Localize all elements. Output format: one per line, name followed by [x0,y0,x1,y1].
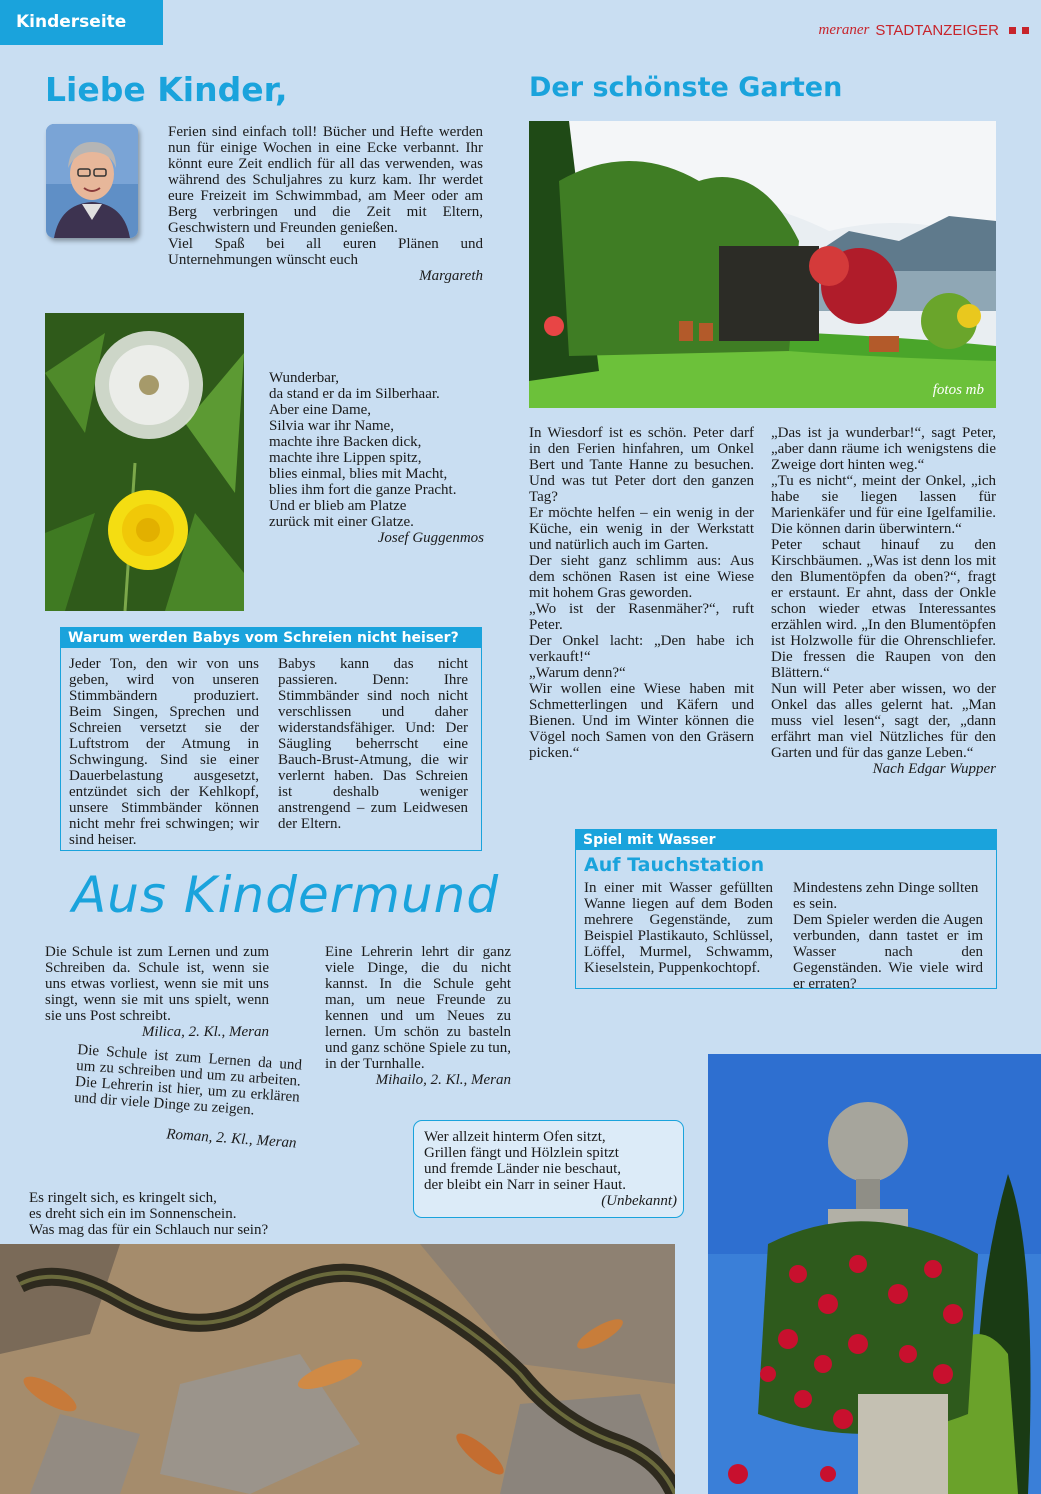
kindermund-quote-2: Die Schule ist zum Lernen da und um zu schreiben und um zu arbeiten. Die Lehrerin ist hier, um zu erklären und dir viele Dinge zu zeigen. [73,1042,303,1119]
portrait-image [46,124,138,238]
garden-paragraph: In Wiesdorf ist es schön. Peter darf in den Ferien hinfahren, um Onkel Bert und Tante Hanne zu besuchen. Und was tut Peter dort den ganzen Tag? [529,425,754,505]
verse-line: und fremde Länder nie beschaut, [424,1161,621,1177]
wasser-col-2 [793,880,983,992]
roses-image [708,1054,1041,1494]
riddle-line: Es ringelt sich, es kringelt sich, [29,1190,217,1206]
greeting-text [168,124,483,268]
babys-box [60,627,482,851]
dandelion-poem [269,370,484,546]
garden-paragraph: „Das ist ja wunderbar!“, sagt Peter, „aber dann räume ich wenigstens die Zweige dort hinten weg.“ [771,425,996,473]
brand-square-icon [1009,27,1016,34]
poem-line: Silvia war ihr Name, [269,418,394,434]
wasser-box-label: Spiel mit Wasser [576,830,996,850]
snake-image [0,1244,675,1494]
babys-box-title: Warum werden Babys vom Schreien nicht heiser? [61,628,481,648]
garden-image [529,121,996,408]
poem-line: da stand er da im Silberhaar. [269,386,440,402]
poem-line: Aber eine Dame, [269,402,372,418]
greeting-title: Liebe Kinder, [45,70,288,109]
wasser-box [575,829,997,992]
wasser-box-title: Auf Tauchstation [584,854,765,876]
kindermund-quote-1: Die Schule ist zum Lernen und zum Schreiben da. Schule ist, wenn sie uns etwas vorliest, wenn sie mit uns singt, wenn sie mit uns spielt, wenn sie uns Post schreibt. [45,944,269,1024]
poem-line: Wunderbar, [269,370,340,386]
poem-line: blies einmal, blies mit Macht, [269,466,448,482]
verse-line: der bleibt ein Narr in seiner Haut. [424,1177,627,1193]
author-portrait [46,124,138,238]
greeting-paragraph: Ferien sind einfach toll! Bücher und Hefte werden nun für einige Wochen in eine Ecke verbannt. Ihr könnt eure Zeit endlich für all das verwenden, was während des Schuljahres zu kurz kam. Ihr werdet eure Freizeit im Schwimmbad, am Meer oder am Berg verbringen und die Zeit mit Eltern, Geschwistern und Freunden genießen. [168,124,483,236]
kindermund-rotated [71,1042,302,1151]
greeting-signature: Margareth [419,268,483,284]
snake-photo [0,1244,675,1494]
garden-paragraph: Nun will Peter aber wissen, wo der Onkel das alles gelernt hat. „Man muss viel lesen“, sagt der, „dann erfährt man viel Nützliches für den Garten und für das ganze Leben.“ [771,681,996,761]
garden-paragraph: „Wo ist der Rasenmäher?“, ruft Peter. [529,601,754,633]
section-tab: Kinderseite [0,0,163,45]
verse-line: Wer allzeit hinterm Ofen sitzt, [424,1129,606,1145]
poem-author: Josef Guggenmos [377,530,484,546]
greeting-closing: Viel Spaß bei all euren Plänen und Unternehmungen wünscht euch [168,236,483,268]
brand-logo [819,22,1029,39]
ofen-box [413,1120,684,1218]
garden-paragraph: Er möchte helfen – ein wenig in der Küche, ein wenig in der Werkstatt und natürlich auch im Garten. [529,505,754,553]
poem-line: machte ihre Lippen spitz, [269,450,422,466]
brand-square-icon [1022,27,1029,34]
poem-line: machte ihre Backen dick, [269,434,422,450]
dandelion-photo [45,313,244,611]
ofen-verse [424,1129,677,1209]
garden-col-1 [529,425,754,761]
garden-paragraph: Der Onkel lacht: „Den habe ich verkauft!“ [529,633,754,665]
roses-photo [708,1054,1041,1494]
garden-photo [529,121,996,408]
poem-line: blies ihm fort die ganze Pracht. [269,482,457,498]
babys-col-1: Jeder Ton, den wir von uns geben, wird von unseren Stimmbändern produziert. Beim Singen, Sprechen und Schreien versetzt sie der Luftstrom der Atmung in Schwingung. Sind sie einer Dauerbelastung ausgesetzt, entzündet sich der Kehlkopf, unsere Stimmbänder können nicht mehr frei schwingen; wir sind heiser. [69,656,259,848]
verse-line: Grillen fängt und Hölzlein spitzt [424,1145,619,1161]
verse-author: (Unbekannt) [601,1193,677,1209]
riddle [29,1190,329,1238]
kindermund-title: Aus Kindermund [72,866,500,924]
garden-author: Nach Edgar Wupper [872,761,996,777]
garden-paragraph: Wir wollen eine Wiese haben mit Schmetterlingen und Käfern und Bienen. Und im Winter können die Vögel noch Samen von den Gräsern picken.“ [529,681,754,761]
wasser-text: Dem Spieler werden die Augen verbunden, dann tastet er im Wasser nach den Gegenständen. Wie viele wird er erraten? [793,912,983,992]
kindermund-author-1: Milica, 2. Kl., Meran [141,1024,269,1040]
brand-name-part1: meraner [818,22,870,38]
dandelion-image [45,313,244,611]
garden-paragraph: Der sieht ganz schlimm aus: Aus dem schönen Rasen ist eine Wiese mit hohem Gras geworden. [529,553,754,601]
wasser-col-1: In einer mit Wasser gefüllten Wanne liegen auf dem Boden mehrere Gegenstände, zum Beispiel Plastikauto, Schlüssel, Löffel, Murmel, Schwamm, Kieselstein, Puppenkochtopf. [584,880,773,976]
poem-line: Und er blieb am Platze [269,498,407,514]
wasser-text: Mindestens zehn Dinge sollten es sein. [793,880,979,912]
kindermund-quote-3: Eine Lehrerin lehrt dir ganz viele Dinge, die du nicht kannst. In die Schule geht man, um neue Freunde zu kennen und um Neues zu lernen. Um schön zu basteln und ganz schöne Spiele zu tun, in der Turnhalle. [325,944,511,1072]
riddle-line: es dreht sich ein im Sonnenschein. [29,1206,237,1222]
garden-paragraph: „Warum denn?“ [529,665,626,681]
brand-name-part2: STADTANZEIGER [875,22,999,39]
garden-paragraph: „Tu es nicht“, meint der Onkel, „ich habe sie liegen lassen für Marienkäfer und für eine Igelfamilie. Die können darin überwintern.“ [771,473,996,537]
photo-credit: fotos mb [932,382,984,398]
garden-paragraph: Peter schaut hinauf zu den Kirschbäumen. „Was ist denn los mit den Blumentöpfen da oben?“, fragt er erstaunt. Er ahnt, dass der Onkle schon wieder etwas Interessantes erzählen wird. „In den Blumentöpfen ist Holzwolle für die Ohrenschliefer. Die fressen die Raupen von den Blättern.“ [771,537,996,681]
babys-col-2: Babys kann das nicht passieren. Denn: Ihre Stimmbänder sind noch nicht verschlissen und daher widerstandsfähiger. Und: Der Säugling beherrscht eine Bauch-Brust-Atmung, die wir verlernt haben. Das Schreien ist deshalb weniger anstrengend – zum Leidwesen der Eltern. [278,656,468,832]
kindermund-author-2: Roman, 2. Kl., Meran [165,1126,298,1152]
kindermund-author-3: Mihailo, 2. Kl., Meran [375,1072,511,1088]
garden-title: Der schönste Garten [529,72,843,103]
poem-line: zurück mit einer Glatze. [269,514,414,530]
riddle-line: Was mag das für ein Schlauch nur sein? [29,1222,269,1238]
garden-col-2 [771,425,996,777]
